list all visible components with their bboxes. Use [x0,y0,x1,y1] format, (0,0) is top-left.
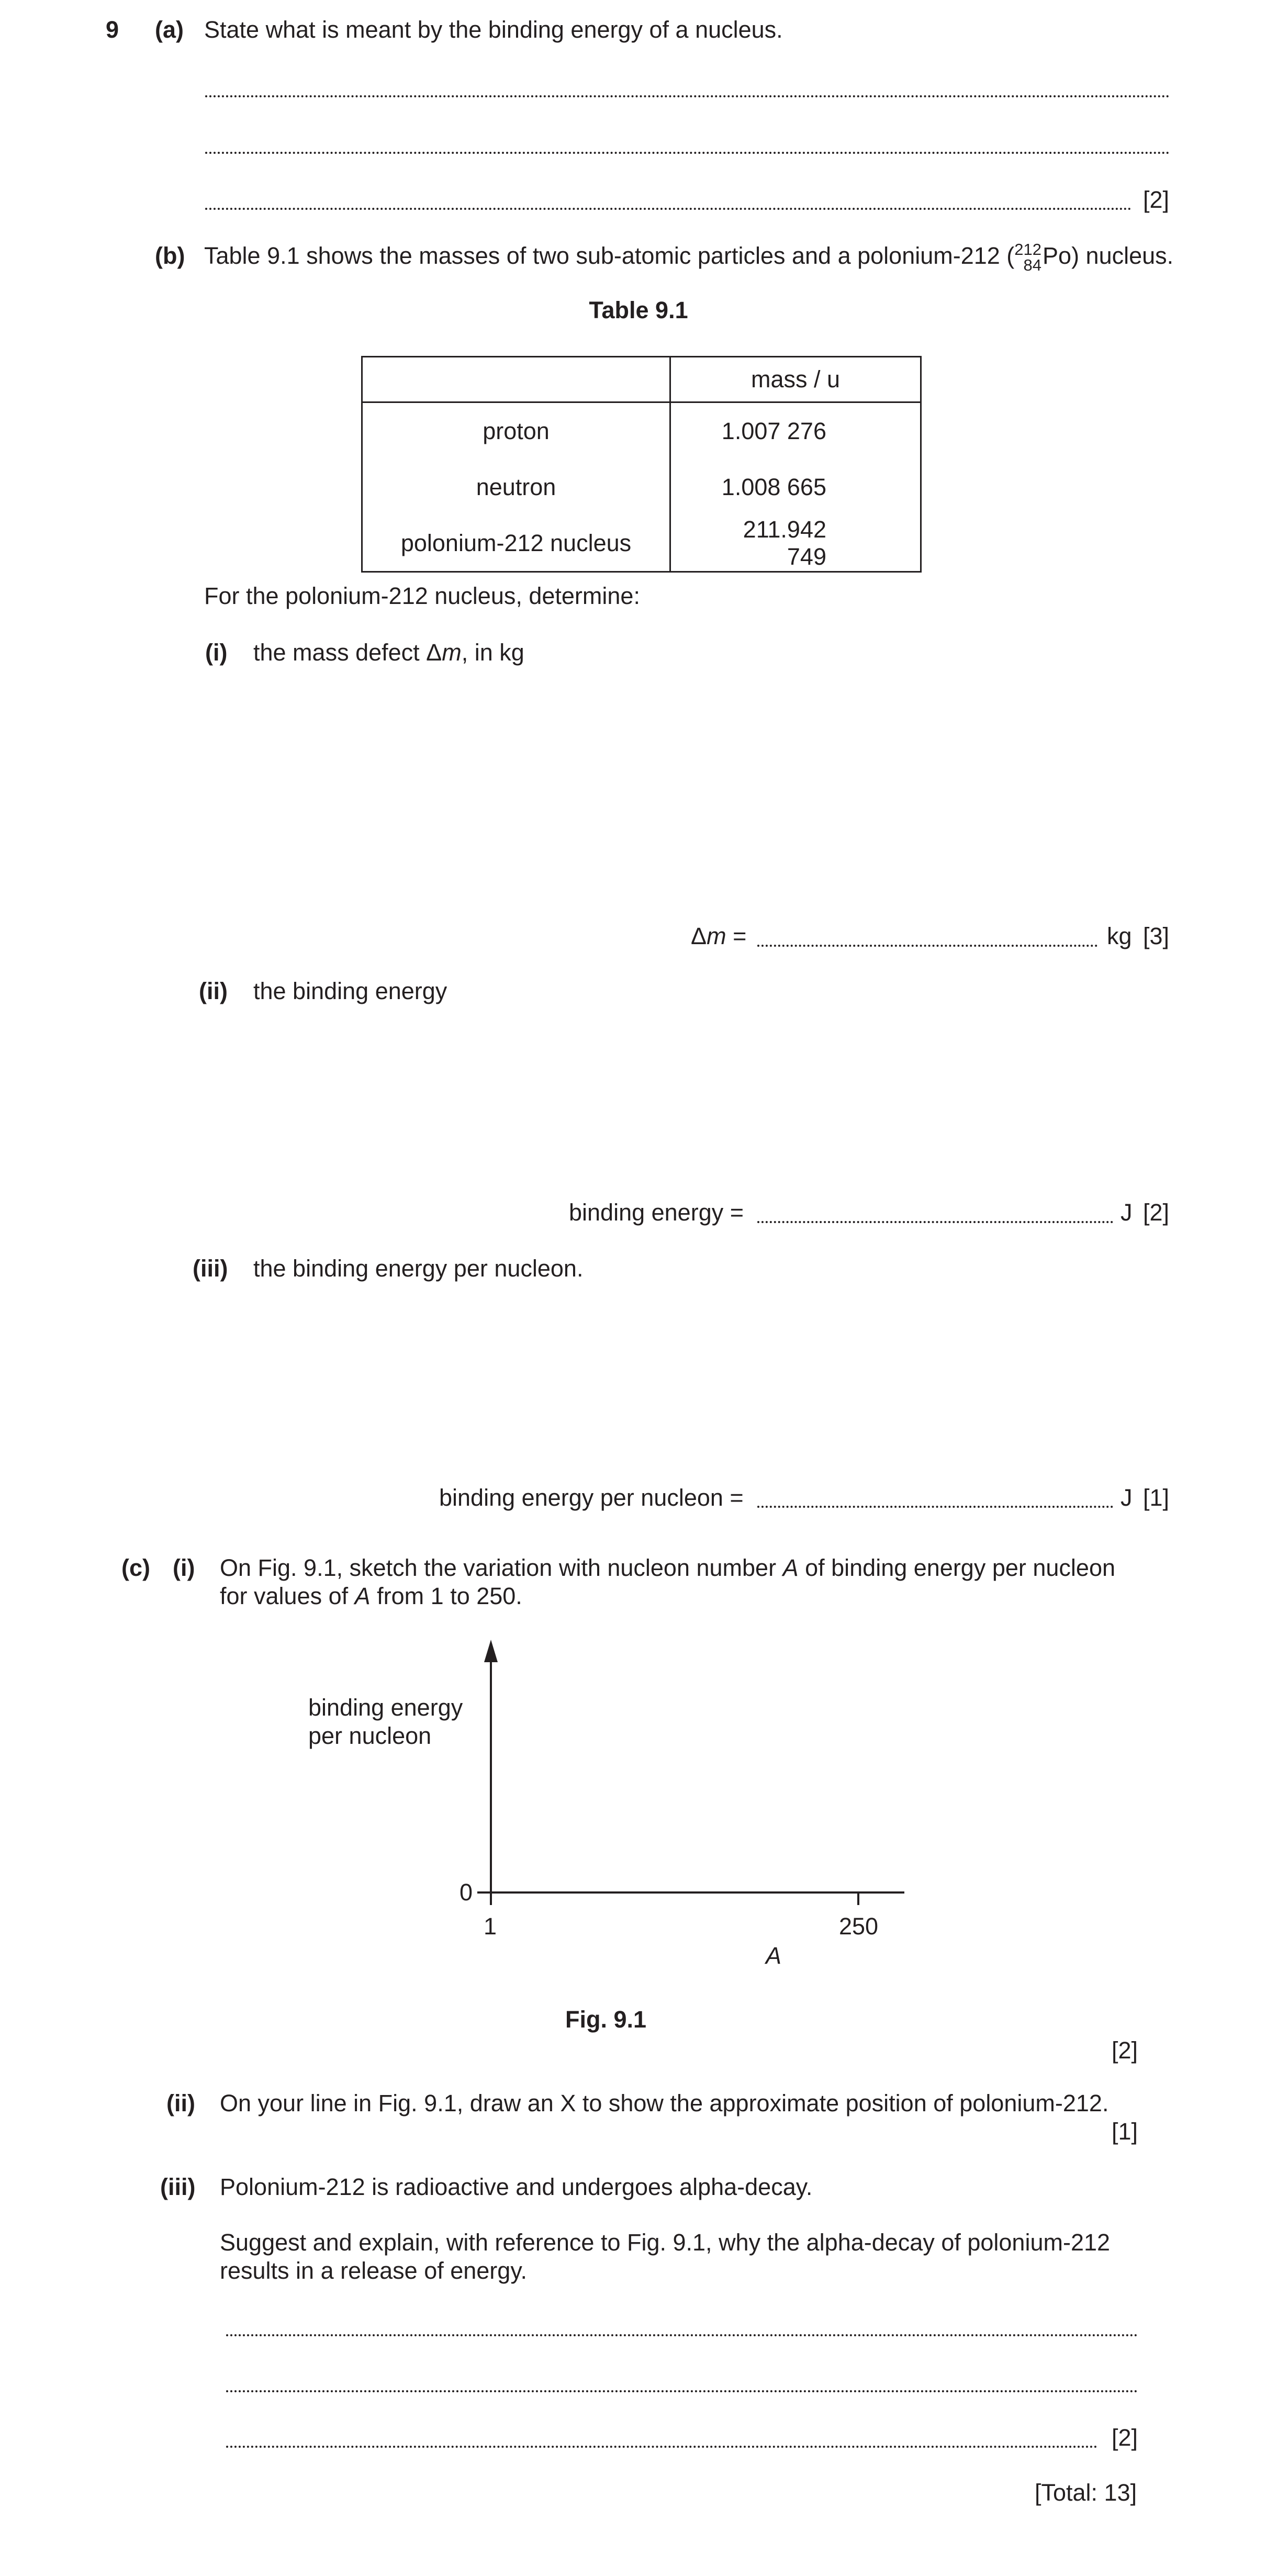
table-cell-mass: 1.008 665 [670,459,921,515]
table-cell-mass: 1.007 276 [670,402,921,460]
table-cell-particle: polonium-212 nucleus [362,515,670,572]
mass-defect-answer-label: Δm = [691,923,747,949]
question-number: 9 [106,16,119,43]
isotope-symbol: Po [1043,242,1072,269]
part-c-i-line2: for values of A from 1 to 250. [220,1583,522,1609]
part-b-ii-label: (ii) [199,978,228,1004]
part-a-label: (a) [155,16,184,43]
x-tick-label-250: 250 [839,1913,879,1940]
answer-line-c3[interactable] [226,2446,1097,2448]
part-b-ii-marks: [2] [1143,1199,1170,1226]
part-b-i-label: (i) [205,639,228,666]
isotope-atomic-number: 84 [1023,256,1042,275]
origin-label: 0 [460,1879,473,1906]
y-axis-label-line1: binding energy [308,1694,463,1721]
part-b-i-question: the mass defect Δm, in kg [253,639,524,666]
part-a-question: State what is meant by the binding energy of a nucleus. [204,16,783,43]
table-cell-particle: neutron [362,459,670,515]
binding-energy-answer-label: binding energy = [569,1199,744,1226]
part-b-determine: For the polonium-212 nucleus, determine: [204,583,640,609]
part-c-i-label: (i) [173,1554,195,1581]
part-b-iii-question: the binding energy per nucleon. [253,1255,584,1282]
part-c-iii-label: (iii) [160,2174,196,2200]
mass-defect-unit: kg [1107,923,1132,949]
y-axis-arrowhead [484,1640,498,1662]
part-c-iii-suggest-line1: Suggest and explain, with reference to Fig. 9.1, why the alpha-decay of polonium-212 [220,2229,1111,2256]
part-a-marks: [2] [1143,186,1170,213]
x-tick-label-1: 1 [484,1913,497,1940]
part-b-i-marks: [3] [1143,923,1170,949]
part-c-iii-statement: Polonium-212 is radioactive and undergoes alpha-decay. [220,2174,813,2200]
isotope-mass-number: 212 [1014,240,1042,259]
part-c-iii-suggest-line2: results in a release of energy. [220,2257,527,2284]
part-c-ii-label: (ii) [166,2090,195,2116]
total-marks: [Total: 13] [1035,2479,1137,2506]
part-c-i-line1: On Fig. 9.1, sketch the variation with nucleon number A of binding energy per nucleon [220,1554,1116,1581]
binding-energy-unit: J [1121,1199,1133,1226]
answer-line-c1[interactable] [226,2334,1138,2336]
part-b-label: (b) [155,242,185,269]
table-title: Table 9.1 [589,297,688,323]
y-axis-label-line2: per nucleon [308,1722,432,1749]
bepn-unit: J [1121,1484,1133,1511]
table-header-mass: mass / u [670,357,921,402]
part-b-iii-label: (iii) [193,1255,228,1282]
part-c-ii-question: On your line in Fig. 9.1, draw an X to show the approximate position of polonium-212. [220,2090,1109,2116]
table-cell-particle: proton [362,402,670,460]
part-c-ii-marks: [1] [1112,2118,1138,2145]
part-c-label: (c) [121,1554,150,1581]
x-axis-label: A [766,1942,782,1969]
bepn-answer-label: binding energy per nucleon = [439,1484,744,1511]
answer-line-c2[interactable] [226,2390,1138,2392]
part-b-text-after: ) nucleus. [1071,242,1174,269]
part-b-ii-question: the binding energy [253,978,447,1004]
part-c-iii-marks: [2] [1112,2424,1138,2451]
table-cell-mass: 211.942 749 [670,515,921,572]
figure-caption: Fig. 9.1 [565,2006,647,2033]
part-b-iii-marks: [1] [1143,1484,1170,1511]
part-c-i-marks: [2] [1112,2037,1138,2064]
part-b-text-before: Table 9.1 shows the masses of two sub-atomic particles and a polonium-212 ( [204,242,1015,269]
